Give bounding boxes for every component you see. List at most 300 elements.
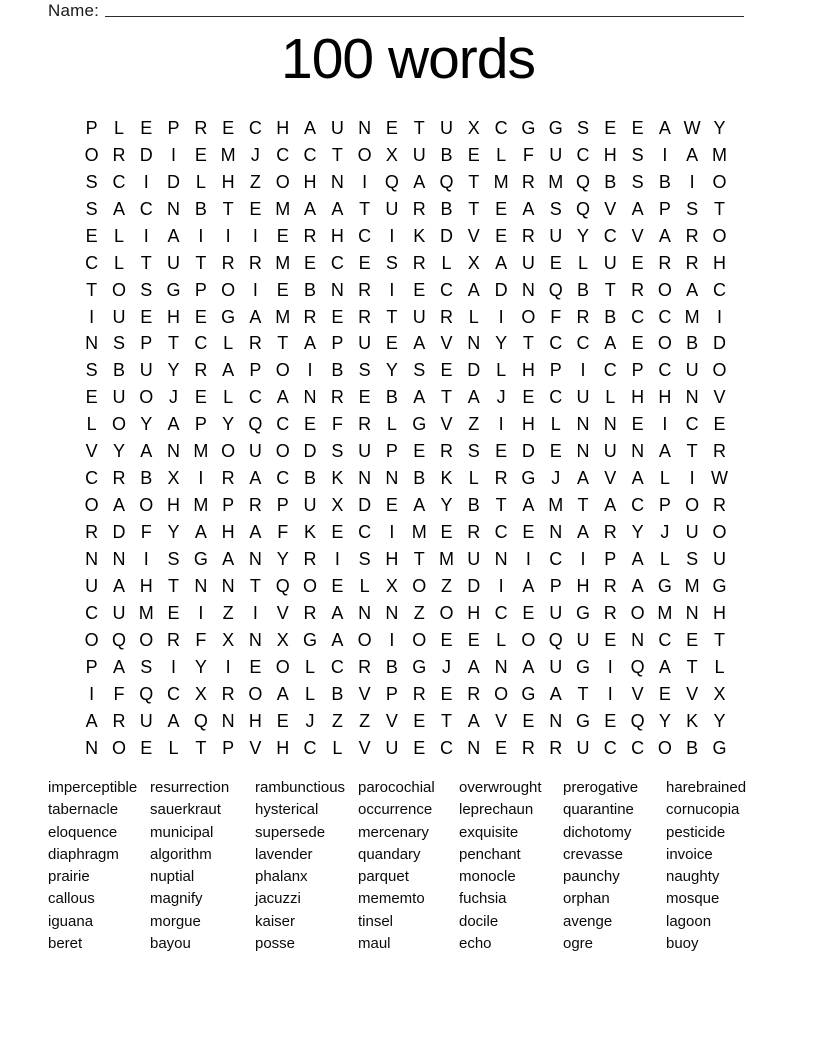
word-item: cornucopia — [666, 801, 740, 819]
grid-cell: L — [305, 656, 316, 677]
grid-cell: C — [194, 333, 208, 354]
grid-cell: G — [221, 306, 236, 327]
grid-cell: L — [659, 468, 670, 489]
grid-cell: E — [495, 225, 508, 246]
grid-cell: R — [412, 198, 426, 219]
word-item: harebrained — [666, 779, 747, 796]
grid-cell: H — [276, 117, 290, 138]
grid-cell: O — [712, 225, 727, 246]
grid-cell: Y — [167, 360, 180, 381]
grid-cell: F — [550, 306, 562, 327]
grid-cell: I — [334, 548, 340, 569]
word-item: prerogative — [563, 779, 639, 796]
grid-cell: A — [140, 441, 153, 462]
grid-cell: U — [521, 252, 535, 273]
grid-cell: A — [249, 306, 262, 327]
grid-cell: H — [712, 252, 726, 273]
grid-cell: A — [413, 495, 426, 516]
grid-cell: T — [441, 710, 452, 731]
grid-cell: U — [85, 575, 99, 596]
grid-cell: A — [576, 468, 589, 489]
grid-cell: I — [389, 629, 395, 650]
grid-cell: Y — [495, 333, 508, 354]
grid-cell: I — [143, 225, 149, 246]
grid-cell: E — [331, 306, 344, 327]
grid-cell: V — [249, 737, 262, 758]
grid-cell: J — [551, 468, 561, 489]
grid-cell: U — [440, 117, 453, 138]
grid-cell: B — [467, 495, 480, 516]
grid-cell: R — [440, 306, 453, 327]
grid-cell: R — [685, 225, 699, 246]
grid-cell: S — [631, 171, 644, 192]
grid-cell: F — [113, 683, 125, 704]
grid-cell: A — [631, 198, 644, 219]
grid-cell: J — [169, 387, 179, 408]
grid-cell: P — [549, 360, 562, 381]
grid-cell: U — [603, 441, 617, 462]
grid-cell: O — [111, 279, 126, 300]
grid-cell: J — [250, 144, 260, 165]
grid-cell: U — [139, 710, 153, 731]
grid-cell: E — [604, 117, 617, 138]
grid-cell: U — [549, 225, 563, 246]
grid-cell: G — [412, 414, 427, 435]
grid-cell: C — [712, 279, 726, 300]
grid-cell: I — [525, 548, 531, 569]
grid-cell: E — [413, 737, 426, 758]
grid-cell: S — [85, 171, 98, 192]
grid-cell: U — [139, 360, 153, 381]
grid-cell: C — [631, 737, 645, 758]
grid-cell: C — [685, 414, 699, 435]
grid-cell: V — [85, 441, 98, 462]
word-item: ogre — [563, 935, 594, 953]
grid-cell: I — [498, 306, 504, 327]
grid-cell: C — [85, 468, 99, 489]
grid-cell: O — [630, 602, 645, 623]
name-label: Name: — [48, 1, 100, 20]
grid-cell: A — [658, 441, 671, 462]
grid-cell: F — [140, 522, 152, 543]
grid-cell: O — [712, 171, 727, 192]
word-item: mercenary — [358, 823, 429, 841]
grid-cell: R — [221, 683, 235, 704]
grid-cell: H — [521, 360, 535, 381]
grid-cell: N — [385, 468, 399, 489]
word-item: lavender — [255, 845, 313, 863]
grid-cell: X — [385, 144, 398, 165]
grid-cell: T — [686, 656, 698, 677]
grid-cell: R — [521, 737, 535, 758]
grid-cell: C — [303, 737, 317, 758]
grid-cell: T — [359, 198, 371, 219]
word-item: maul — [358, 935, 391, 953]
grid-cell: W — [683, 117, 701, 138]
grid-cell: H — [167, 306, 181, 327]
grid-cell: E — [522, 522, 535, 543]
word-list-column — [358, 777, 435, 955]
grid-cell: R — [194, 117, 208, 138]
grid-cell: T — [249, 575, 261, 596]
grid-cell: E — [413, 279, 426, 300]
grid-cell: V — [631, 683, 644, 704]
grid-cell: Z — [413, 602, 425, 623]
grid-cell: Q — [384, 171, 399, 192]
word-item: iguana — [48, 912, 94, 930]
grid-cell: E — [331, 522, 344, 543]
grid-cell: C — [276, 414, 290, 435]
grid-cell: N — [85, 737, 99, 758]
grid-cell: V — [440, 333, 453, 354]
word-item: dichotomy — [563, 823, 632, 841]
grid-cell: L — [441, 252, 452, 273]
grid-cell: I — [89, 306, 95, 327]
page-title: 100 words — [281, 27, 535, 91]
grid-cell: C — [549, 333, 563, 354]
grid-cell: R — [358, 279, 372, 300]
grid-cell: R — [167, 629, 181, 650]
grid-cell: N — [685, 387, 699, 408]
grid-cell: P — [85, 117, 98, 138]
grid-cell: I — [389, 522, 395, 543]
grid-cell: S — [686, 198, 699, 219]
grid-cell: E — [549, 441, 562, 462]
grid-cell: P — [658, 495, 671, 516]
grid-cell: A — [85, 710, 98, 731]
grid-cell: L — [223, 333, 234, 354]
grid-cell: M — [684, 306, 700, 327]
grid-cell: A — [413, 171, 426, 192]
word-item: supersede — [255, 823, 326, 841]
grid-cell: J — [496, 387, 506, 408]
grid-cell: T — [686, 441, 698, 462]
grid-cell: T — [195, 737, 207, 758]
grid-cell: K — [440, 468, 453, 489]
grid-cell: E — [522, 710, 535, 731]
grid-cell: L — [386, 414, 397, 435]
grid-cell: V — [604, 468, 617, 489]
grid-cell: E — [495, 441, 508, 462]
grid-cell: U — [167, 252, 181, 273]
grid-cell: M — [439, 548, 454, 569]
grid-cell: H — [221, 522, 235, 543]
grid-cell: M — [711, 144, 727, 165]
grid-cell: P — [249, 360, 262, 381]
grid-cell: I — [171, 144, 177, 165]
grid-cell: E — [140, 306, 153, 327]
word-search-grid — [78, 115, 733, 762]
grid-cell: G — [166, 279, 181, 300]
grid-cell: N — [358, 602, 372, 623]
grid-cell: S — [549, 198, 562, 219]
grid-cell: P — [631, 360, 644, 381]
grid-cell: H — [276, 737, 290, 758]
grid-cell: X — [385, 575, 398, 596]
word-item: kaiser — [255, 912, 296, 930]
grid-cell: G — [521, 117, 536, 138]
grid-cell: U — [603, 252, 617, 273]
grid-cell: R — [549, 737, 563, 758]
grid-cell: N — [494, 656, 508, 677]
grid-cell: E — [331, 575, 344, 596]
grid-cell: P — [385, 441, 398, 462]
grid-cell: I — [362, 171, 368, 192]
grid-cell: E — [167, 602, 180, 623]
word-item: paunchy — [563, 868, 620, 886]
grid-cell: M — [657, 602, 673, 623]
grid-cell: D — [440, 225, 453, 246]
grid-cell: J — [660, 522, 670, 543]
grid-cell: R — [467, 683, 481, 704]
grid-cell: U — [112, 306, 126, 327]
grid-cell: O — [111, 414, 126, 435]
grid-cell: T — [441, 387, 452, 408]
grid-cell: O — [521, 306, 536, 327]
word-item: exquisite — [459, 823, 519, 841]
grid-cell: O — [139, 495, 154, 516]
grid-cell: Q — [548, 629, 563, 650]
grid-cell: N — [167, 198, 181, 219]
grid-cell: C — [330, 656, 344, 677]
grid-cell: Q — [193, 710, 208, 731]
grid-cell: E — [413, 441, 426, 462]
grid-cell: O — [412, 575, 427, 596]
grid-cell: A — [413, 333, 426, 354]
grid-cell: H — [658, 387, 672, 408]
grid-cell: A — [112, 575, 125, 596]
grid-cell: S — [413, 360, 426, 381]
grid-cell: L — [305, 683, 316, 704]
grid-cell: A — [413, 387, 426, 408]
grid-cell: X — [331, 495, 344, 516]
grid-cell: X — [194, 683, 207, 704]
grid-cell: M — [411, 522, 427, 543]
grid-cell: B — [194, 198, 207, 219]
grid-cell: Y — [222, 414, 235, 435]
grid-cell: G — [548, 117, 563, 138]
word-item: hysterical — [255, 801, 319, 819]
grid-cell: P — [222, 495, 235, 516]
grid-cell: X — [276, 629, 289, 650]
grid-cell: I — [225, 656, 231, 677]
word-item: penchant — [459, 845, 521, 863]
grid-cell: X — [467, 117, 480, 138]
grid-cell: T — [386, 306, 398, 327]
grid-cell: E — [304, 414, 317, 435]
word-item: avenge — [563, 912, 613, 930]
word-item: leprechaun — [459, 801, 534, 819]
word-item: parocochial — [358, 779, 435, 796]
grid-cell: E — [194, 306, 207, 327]
grid-cell: U — [330, 117, 344, 138]
grid-cell: S — [631, 144, 644, 165]
grid-cell: R — [303, 225, 317, 246]
grid-cell: X — [222, 629, 235, 650]
grid-cell: A — [276, 683, 289, 704]
word-item: occurrence — [358, 801, 433, 819]
grid-cell: A — [467, 710, 480, 731]
grid-cell: I — [662, 144, 668, 165]
grid-cell: H — [576, 575, 590, 596]
grid-cell: A — [522, 656, 535, 677]
grid-cell: R — [358, 656, 372, 677]
grid-cell: M — [493, 171, 509, 192]
grid-cell: F — [331, 414, 343, 435]
grid-cell: N — [685, 602, 699, 623]
grid-cell: C — [85, 252, 99, 273]
grid-cell: I — [689, 468, 695, 489]
grid-cell: I — [252, 279, 258, 300]
grid-cell: C — [248, 117, 262, 138]
word-item: pesticide — [666, 823, 726, 841]
grid-cell: C — [576, 144, 590, 165]
grid-cell: Z — [249, 171, 261, 192]
grid-cell: O — [275, 656, 290, 677]
grid-cell: L — [113, 117, 124, 138]
grid-cell: P — [658, 198, 671, 219]
grid-cell: C — [603, 225, 617, 246]
word-item: rambunctious — [255, 779, 346, 796]
grid-cell: O — [521, 629, 536, 650]
grid-cell: C — [248, 387, 262, 408]
grid-cell: A — [658, 225, 671, 246]
grid-cell: V — [385, 710, 398, 731]
grid-cell: V — [495, 710, 508, 731]
grid-cell: D — [358, 495, 372, 516]
grid-cell: M — [275, 306, 291, 327]
grid-cell: A — [522, 198, 535, 219]
grid-cell: C — [549, 387, 563, 408]
grid-cell: O — [685, 495, 700, 516]
grid-cell: E — [413, 710, 426, 731]
grid-cell: N — [85, 333, 99, 354]
grid-cell: O — [303, 575, 318, 596]
grid-cell: A — [304, 198, 317, 219]
grid-cell: S — [467, 441, 480, 462]
grid-cell: B — [604, 306, 617, 327]
grid-cell: I — [252, 602, 258, 623]
grid-cell: Q — [630, 710, 645, 731]
grid-cell: E — [249, 656, 262, 677]
grid-cell: P — [167, 117, 180, 138]
grid-cell: N — [576, 414, 590, 435]
grid-cell: E — [467, 629, 480, 650]
grid-cell: B — [658, 171, 671, 192]
grid-cell: L — [577, 252, 588, 273]
grid-cell: A — [522, 495, 535, 516]
grid-cell: I — [143, 171, 149, 192]
word-item: docile — [459, 912, 499, 930]
grid-cell: Q — [630, 656, 645, 677]
grid-cell: L — [496, 144, 507, 165]
grid-cell: L — [468, 306, 479, 327]
grid-cell: D — [303, 441, 317, 462]
grid-cell: R — [358, 414, 372, 435]
grid-cell: I — [580, 548, 586, 569]
grid-cell: U — [576, 387, 590, 408]
grid-cell: L — [496, 360, 507, 381]
grid-cell: G — [193, 548, 208, 569]
grid-cell: H — [248, 710, 262, 731]
grid-cell: R — [221, 252, 235, 273]
grid-cell: O — [275, 171, 290, 192]
grid-cell: H — [712, 602, 726, 623]
grid-cell: C — [276, 144, 290, 165]
grid-cell: N — [467, 737, 481, 758]
word-list-column — [48, 777, 137, 955]
word-item: resurrection — [150, 779, 230, 796]
grid-cell: S — [576, 117, 589, 138]
grid-cell: Y — [576, 225, 589, 246]
grid-cell: M — [138, 602, 154, 623]
grid-cell: R — [303, 602, 317, 623]
grid-cell: E — [140, 117, 153, 138]
grid-cell: M — [193, 495, 209, 516]
grid-cell: C — [631, 306, 645, 327]
word-item: overwrought — [459, 779, 542, 796]
grid-cell: N — [358, 468, 372, 489]
grid-cell: R — [412, 683, 426, 704]
grid-cell: A — [467, 279, 480, 300]
grid-cell: R — [248, 252, 262, 273]
grid-cell: P — [549, 575, 562, 596]
grid-cell: T — [277, 333, 289, 354]
grid-cell: Y — [713, 710, 726, 731]
grid-cell: K — [304, 522, 317, 543]
grid-cell: Z — [222, 602, 234, 623]
grid-cell: N — [494, 548, 508, 569]
grid-cell: V — [467, 225, 480, 246]
grid-cell: V — [358, 683, 371, 704]
grid-cell: T — [86, 279, 98, 300]
grid-cell: P — [331, 333, 344, 354]
grid-cell: Y — [440, 495, 453, 516]
grid-cell: E — [495, 198, 508, 219]
word-item: tinsel — [358, 912, 394, 930]
grid-cell: B — [413, 468, 426, 489]
grid-cell: N — [385, 602, 399, 623]
grid-cell: O — [357, 629, 372, 650]
grid-cell: E — [358, 252, 371, 273]
grid-cell: Q — [139, 683, 154, 704]
grid-cell: C — [494, 117, 508, 138]
grid-cell: U — [549, 602, 563, 623]
word-list-column — [459, 777, 542, 955]
grid-cell: A — [631, 575, 644, 596]
grid-cell: R — [112, 468, 126, 489]
grid-cell: U — [467, 548, 481, 569]
grid-cell: R — [603, 602, 617, 623]
grid-cell: I — [498, 575, 504, 596]
grid-cell: A — [686, 144, 699, 165]
grid-cell: A — [167, 414, 180, 435]
grid-cell: N — [248, 629, 262, 650]
grid-cell: R — [330, 387, 344, 408]
grid-cell: E — [276, 225, 289, 246]
grid-cell: R — [521, 225, 535, 246]
grid-cell: T — [413, 548, 425, 569]
grid-cell: Q — [575, 171, 590, 192]
grid-cell: C — [494, 522, 508, 543]
grid-cell: E — [140, 737, 153, 758]
grid-cell: S — [358, 548, 371, 569]
word-item: municipal — [150, 823, 214, 841]
grid-cell: E — [467, 144, 480, 165]
word-item: jacuzzi — [255, 890, 301, 908]
grid-cell: B — [331, 683, 344, 704]
grid-cell: G — [521, 683, 536, 704]
